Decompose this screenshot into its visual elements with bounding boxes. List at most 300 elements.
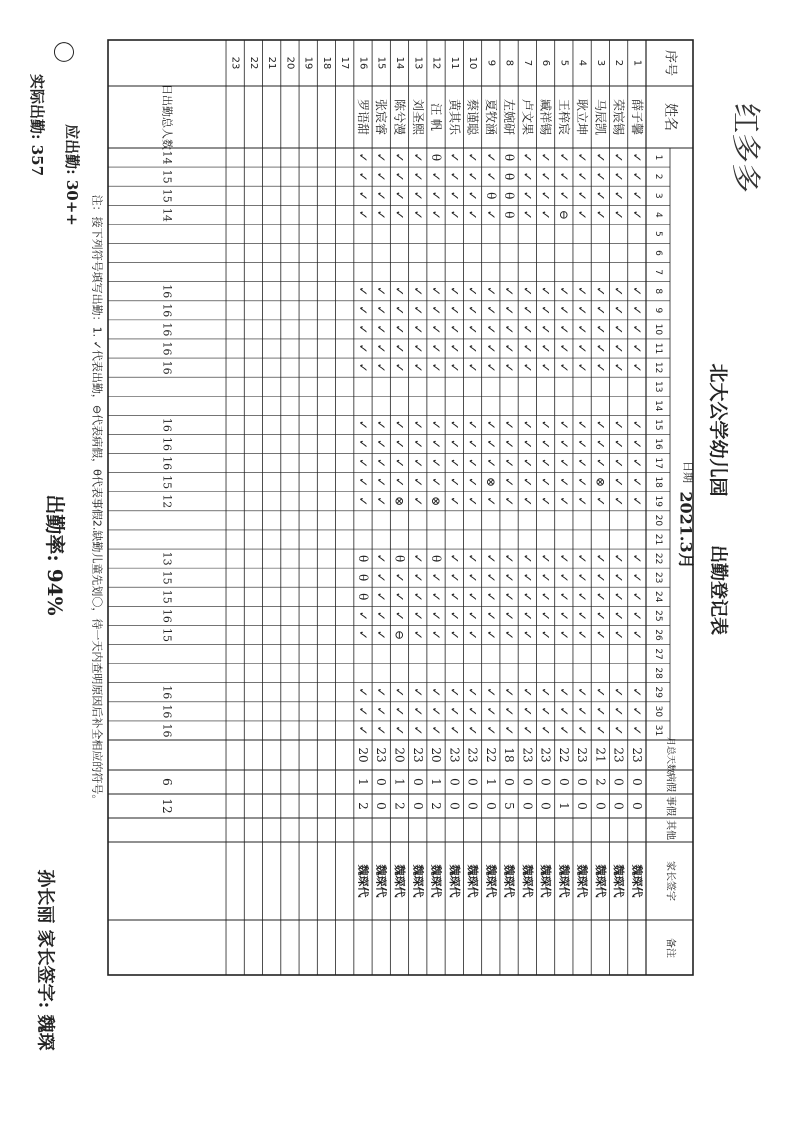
- personal-count: 1: [556, 802, 571, 810]
- attendance-mark-present: ✓: [465, 458, 480, 469]
- attendance-mark-present: ✓: [611, 152, 626, 163]
- month-total-value: 22: [483, 747, 498, 763]
- parent-signature: 魏琛代: [557, 864, 571, 898]
- header-index: 序号: [662, 49, 678, 77]
- sick-count: 1: [429, 778, 444, 786]
- attendance-mark-present: ✓: [410, 286, 425, 297]
- attendance-mark-personal: θ: [355, 593, 370, 601]
- attendance-mark-present: ✓: [374, 286, 389, 297]
- parent-signature: 魏琛代: [630, 864, 644, 898]
- attendance-mark-present: ✓: [538, 190, 553, 201]
- attendance-mark-present: ✓: [593, 171, 608, 182]
- attendance-mark-present: ✓: [611, 190, 626, 201]
- attendance-mark-present: ✓: [502, 706, 517, 717]
- parent-signature: 魏琛代: [392, 864, 406, 898]
- handwritten-actual-attend: 实际出勤: 357: [28, 73, 46, 177]
- header-personal: 事假: [664, 796, 676, 816]
- attendance-mark-present: ✓: [629, 725, 644, 736]
- attendance-mark-present: ✓: [502, 458, 517, 469]
- sick-count: 0: [465, 778, 480, 786]
- attendance-mark-present: ✓: [502, 553, 517, 564]
- attendance-mark-present: ✓: [410, 362, 425, 373]
- attendance-mark-present: ✓: [483, 324, 498, 335]
- daily-total-10: 16: [160, 322, 174, 337]
- attendance-mark-present: ✓: [355, 362, 370, 373]
- total-sick: 6: [160, 778, 175, 786]
- attendance-mark-present: ✓: [429, 419, 444, 430]
- parent-signature: 魏琛代: [593, 864, 607, 898]
- attendance-mark-present: ✓: [593, 438, 608, 450]
- attendance-mark-personal: θ: [429, 153, 444, 162]
- attendance-mark-present: ✓: [447, 610, 462, 621]
- attendance-mark-present: ✓: [593, 591, 608, 602]
- attendance-mark-present: ✓: [429, 477, 444, 488]
- attendance-mark-present: ✓: [556, 171, 571, 182]
- attendance-mark-present: ✓: [538, 171, 553, 182]
- sick-count: 1: [392, 778, 407, 786]
- attendance-mark-present: ✓: [374, 591, 389, 602]
- attendance-mark-present: ✓: [593, 362, 608, 373]
- attendance-mark-present: ✓: [374, 706, 389, 717]
- attendance-mark-present: ✓: [355, 209, 370, 220]
- attendance-mark-present: ✓: [483, 286, 498, 297]
- attendance-mark-present: ✓: [629, 438, 644, 450]
- header-remark: 备注: [664, 938, 676, 958]
- attendance-mark-present: ✓: [556, 496, 571, 507]
- attendance-mark-present: ✓: [538, 553, 553, 564]
- attendance-mark-present: ✓: [593, 629, 608, 640]
- attendance-mark-present: ✓: [520, 152, 535, 163]
- attendance-mark-present: ✓: [611, 438, 626, 450]
- day-header-14: 14: [653, 400, 663, 412]
- header-name: 姓名: [662, 103, 678, 131]
- attendance-mark-present: ✓: [374, 458, 389, 469]
- daily-total-25: 16: [160, 608, 174, 623]
- attendance-mark-present: ✓: [556, 610, 571, 621]
- attendance-mark-present: ✓: [556, 438, 571, 450]
- sick-count: 0: [520, 778, 535, 786]
- attendance-mark-present: ✓: [465, 553, 480, 564]
- day-header-27: 27: [653, 648, 663, 660]
- sick-count: 0: [538, 778, 553, 786]
- row-index-12: 12: [430, 56, 442, 70]
- attendance-mark-present: ✓: [374, 324, 389, 335]
- daily-total-11: 16: [160, 341, 174, 356]
- attendance-mark-present: ✓: [593, 419, 608, 430]
- month-total-value: 20: [392, 747, 407, 763]
- month-total-value: 23: [465, 747, 480, 763]
- attendance-mark-present: ✓: [502, 687, 517, 698]
- row-index-20: 20: [284, 56, 296, 70]
- attendance-mark-present: ✓: [538, 477, 553, 488]
- day-header-2: 2: [653, 173, 663, 180]
- attendance-mark-present: ✓: [538, 629, 553, 640]
- attendance-mark-present: ✓: [575, 553, 590, 564]
- parent-signature: 魏琛代: [466, 864, 480, 898]
- attendance-mark-present: ✓: [520, 438, 535, 450]
- attendance-mark-present: ✓: [538, 706, 553, 717]
- attendance-mark-present: ✓: [520, 687, 535, 698]
- student-name: 刘圣熙: [410, 98, 425, 136]
- attendance-mark-present: ✓: [447, 477, 462, 488]
- personal-count: 0: [465, 802, 480, 810]
- attendance-mark-present: ✓: [575, 362, 590, 373]
- attendance-mark-present: ✓: [629, 687, 644, 698]
- attendance-mark-present: ✓: [611, 591, 626, 602]
- attendance-mark-present: ✓: [429, 171, 444, 182]
- month-total-value: 23: [447, 747, 462, 763]
- attendance-mark-present: ✓: [392, 706, 407, 717]
- attendance-mark-present: ✓: [447, 458, 462, 469]
- attendance-mark-present: ✓: [629, 419, 644, 430]
- month-total-value: 21: [593, 747, 608, 763]
- personal-count: 2: [429, 802, 444, 810]
- day-header-3: 3: [653, 192, 663, 199]
- attendance-mark-present: ✓: [502, 324, 517, 335]
- parent-signature: 魏琛代: [374, 864, 388, 898]
- parent-signature: 魏琛代: [447, 864, 461, 898]
- attendance-mark-personal: θ: [355, 574, 370, 582]
- month-total-value: 18: [502, 747, 517, 763]
- attendance-mark-present: ✓: [447, 343, 462, 354]
- attendance-mark-present: ✓: [593, 152, 608, 163]
- attendance-mark-present: ✓: [593, 687, 608, 698]
- attendance-mark-present: ✓: [502, 572, 517, 583]
- row-index-13: 13: [412, 56, 424, 70]
- attendance-mark-absent: ⊗: [593, 477, 608, 488]
- attendance-mark-present: ✓: [429, 286, 444, 297]
- attendance-mark-present: ✓: [556, 687, 571, 698]
- attendance-mark-present: ✓: [410, 553, 425, 564]
- attendance-mark-present: ✓: [575, 706, 590, 717]
- day-header-19: 19: [653, 495, 663, 508]
- attendance-mark-present: ✓: [502, 610, 517, 621]
- attendance-mark-present: ✓: [374, 496, 389, 507]
- attendance-mark-present: ✓: [611, 610, 626, 621]
- month-total-value: 20: [355, 747, 370, 763]
- attendance-mark-present: ✓: [520, 572, 535, 583]
- attendance-mark-present: ✓: [447, 362, 462, 373]
- date-value: 2021.3月: [676, 491, 696, 569]
- attendance-mark-present: ✓: [611, 706, 626, 717]
- row-index-6: 6: [540, 59, 552, 67]
- attendance-mark-present: ✓: [355, 458, 370, 469]
- attendance-mark-present: ✓: [520, 706, 535, 717]
- attendance-mark-present: ✓: [502, 305, 517, 316]
- attendance-mark-present: ✓: [465, 496, 480, 507]
- header-parent-sign: 家长签字: [664, 861, 676, 901]
- month-total-value: 23: [410, 747, 425, 763]
- attendance-mark-present: ✓: [355, 190, 370, 201]
- attendance-mark-present: ✓: [575, 496, 590, 507]
- personal-count: 0: [629, 802, 644, 810]
- attendance-mark-present: ✓: [520, 477, 535, 488]
- daily-total-2: 15: [160, 169, 174, 184]
- attendance-mark-present: ✓: [355, 324, 370, 335]
- attendance-mark-present: ✓: [410, 305, 425, 316]
- row-index-18: 18: [320, 56, 332, 70]
- attendance-mark-present: ✓: [629, 553, 644, 564]
- attendance-mark-present: ✓: [629, 496, 644, 507]
- attendance-mark-present: ✓: [611, 553, 626, 564]
- attendance-mark-present: ✓: [502, 725, 517, 736]
- attendance-mark-present: ✓: [447, 324, 462, 335]
- daily-total-9: 16: [160, 303, 174, 318]
- attendance-mark-present: ✓: [410, 572, 425, 583]
- attendance-mark-present: ✓: [629, 572, 644, 583]
- student-name: 黄其乐: [447, 98, 462, 136]
- parent-signature: 魏琛代: [356, 864, 370, 898]
- attendance-mark-present: ✓: [410, 591, 425, 602]
- attendance-mark-present: ✓: [611, 496, 626, 507]
- attendance-mark-present: ✓: [465, 190, 480, 201]
- daily-total-12: 16: [160, 360, 174, 375]
- day-header-23: 23: [653, 571, 663, 584]
- attendance-mark-present: ✓: [429, 209, 444, 220]
- daily-total-17: 16: [160, 456, 174, 471]
- attendance-mark-present: ✓: [629, 324, 644, 335]
- attendance-mark-present: ✓: [355, 725, 370, 736]
- sick-count: 0: [410, 778, 425, 786]
- attendance-mark-present: ✓: [502, 343, 517, 354]
- attendance-mark-present: ✓: [465, 591, 480, 602]
- student-name: 薛子馨: [629, 98, 644, 136]
- attendance-mark-present: ✓: [611, 362, 626, 373]
- attendance-mark-present: ✓: [447, 629, 462, 640]
- attendance-mark-present: ✓: [502, 438, 517, 450]
- attendance-mark-present: ✓: [520, 190, 535, 201]
- attendance-mark-present: ✓: [374, 419, 389, 430]
- attendance-mark-present: ✓: [465, 171, 480, 182]
- daily-total-15: 16: [160, 417, 174, 432]
- day-header-10: 10: [653, 323, 663, 336]
- attendance-mark-present: ✓: [593, 190, 608, 201]
- parent-signature: 魏琛代: [520, 864, 534, 898]
- attendance-mark-present: ✓: [502, 419, 517, 430]
- attendance-mark-present: ✓: [410, 706, 425, 717]
- attendance-mark-present: ✓: [502, 591, 517, 602]
- attendance-mark-absent: ⊗: [392, 496, 407, 507]
- daily-total-29: 16: [160, 685, 174, 700]
- parent-signature: 魏琛代: [411, 864, 425, 898]
- student-name: 张宸睿: [374, 98, 389, 136]
- attendance-mark-present: ✓: [575, 629, 590, 640]
- attendance-mark-present: ✓: [392, 171, 407, 182]
- attendance-mark-present: ✓: [447, 572, 462, 583]
- attendance-mark-present: ✓: [429, 438, 444, 450]
- attendance-mark-present: ✓: [611, 324, 626, 335]
- attendance-mark-present: ✓: [392, 687, 407, 698]
- attendance-mark-present: ✓: [447, 496, 462, 507]
- daily-total-23: 15: [160, 570, 174, 585]
- sheet-subtitle: 出勤登记表: [707, 545, 729, 635]
- attendance-mark-present: ✓: [575, 591, 590, 602]
- day-header-13: 13: [653, 380, 663, 393]
- attendance-mark-present: ✓: [556, 591, 571, 602]
- attendance-mark-present: ✓: [447, 553, 462, 564]
- attendance-mark-present: ✓: [556, 725, 571, 736]
- attendance-mark-present: ✓: [465, 286, 480, 297]
- attendance-mark-present: ✓: [611, 171, 626, 182]
- attendance-mark-personal: θ: [502, 192, 517, 200]
- attendance-mark-present: ✓: [392, 477, 407, 488]
- attendance-mark-present: ✓: [520, 286, 535, 297]
- day-header-15: 15: [653, 419, 663, 431]
- attendance-mark-present: ✓: [465, 706, 480, 717]
- attendance-mark-present: ✓: [629, 706, 644, 717]
- attendance-mark-present: ✓: [483, 438, 498, 450]
- student-name: 陈兮漫: [392, 98, 407, 136]
- attendance-mark-present: ✓: [520, 305, 535, 316]
- attendance-mark-present: ✓: [465, 610, 480, 621]
- attendance-mark-present: ✓: [611, 305, 626, 316]
- attendance-mark-personal: θ: [502, 211, 517, 219]
- attendance-mark-present: ✓: [410, 419, 425, 430]
- attendance-mark-present: ✓: [410, 687, 425, 698]
- personal-count: 0: [447, 802, 462, 810]
- attendance-mark-present: ✓: [392, 305, 407, 316]
- attendance-mark-present: ✓: [575, 209, 590, 220]
- daily-total-24: 15: [160, 589, 174, 604]
- row-index-16: 16: [357, 56, 369, 70]
- attendance-mark-present: ✓: [447, 725, 462, 736]
- attendance-mark-present: ✓: [629, 190, 644, 201]
- attendance-mark-present: ✓: [611, 725, 626, 736]
- personal-count: 0: [575, 802, 590, 810]
- attendance-mark-present: ✓: [355, 629, 370, 640]
- attendance-mark-present: ✓: [556, 305, 571, 316]
- attendance-mark-present: ✓: [465, 477, 480, 488]
- attendance-mark-present: ✓: [593, 610, 608, 621]
- day-header-8: 8: [653, 288, 663, 295]
- sick-count: 2: [593, 778, 608, 786]
- attendance-mark-absent: ⊗: [429, 496, 444, 507]
- daily-total-16: 16: [160, 437, 174, 451]
- date-label: 日期: [681, 461, 695, 483]
- day-header-20: 20: [653, 514, 663, 527]
- attendance-mark-present: ✓: [483, 209, 498, 220]
- month-total-value: 23: [374, 747, 389, 763]
- daily-total-31: 16: [160, 723, 174, 738]
- student-name: 左婉研: [502, 98, 517, 136]
- attendance-mark-present: ✓: [392, 343, 407, 354]
- attendance-mark-present: ✓: [575, 171, 590, 182]
- attendance-mark-present: ✓: [392, 572, 407, 583]
- attendance-mark-personal: θ: [392, 554, 407, 563]
- attendance-mark-present: ✓: [575, 610, 590, 621]
- sick-count: 0: [374, 778, 389, 786]
- daily-total-30: 16: [160, 704, 174, 719]
- day-header-17: 17: [653, 457, 663, 469]
- attendance-mark-present: ✓: [447, 687, 462, 698]
- attendance-mark-present: ✓: [465, 572, 480, 583]
- attendance-mark-present: ✓: [483, 343, 498, 354]
- parent-signature: 魏琛代: [484, 864, 498, 898]
- attendance-mark-present: ✓: [374, 190, 389, 201]
- attendance-mark-sick: ⊖: [392, 629, 407, 640]
- attendance-mark-present: ✓: [483, 687, 498, 698]
- attendance-mark-present: ✓: [355, 610, 370, 621]
- row-index-5: 5: [558, 59, 570, 67]
- attendance-mark-present: ✓: [556, 152, 571, 163]
- row-index-10: 10: [467, 56, 479, 70]
- handwritten-signatures: 孙长丽 家长签字: 魏琛: [34, 869, 56, 1051]
- attendance-mark-present: ✓: [410, 190, 425, 201]
- sick-count: 0: [502, 778, 517, 786]
- attendance-mark-present: ✓: [429, 572, 444, 583]
- attendance-mark-present: ✓: [593, 209, 608, 220]
- day-header-24: 24: [653, 591, 663, 603]
- attendance-mark-present: ✓: [611, 572, 626, 583]
- attendance-mark-present: ✓: [465, 324, 480, 335]
- attendance-mark-present: ✓: [465, 687, 480, 698]
- attendance-mark-personal: θ: [355, 554, 370, 563]
- attendance-mark-present: ✓: [447, 305, 462, 316]
- attendance-mark-present: ✓: [392, 324, 407, 335]
- attendance-mark-present: ✓: [593, 305, 608, 316]
- parent-signature: 魏琛代: [539, 864, 553, 898]
- attendance-mark-present: ✓: [538, 591, 553, 602]
- attendance-mark-present: ✓: [392, 591, 407, 602]
- sick-count: 0: [611, 778, 626, 786]
- month-total-value: 22: [556, 747, 571, 763]
- attendance-mark-personal: θ: [483, 192, 498, 200]
- attendance-mark-present: ✓: [538, 305, 553, 316]
- day-header-6: 6: [653, 250, 663, 256]
- day-header-22: 22: [653, 552, 663, 565]
- attendance-mark-present: ✓: [465, 343, 480, 354]
- class-name: 红多多: [727, 103, 763, 193]
- handwritten-circle-mark: 〇: [49, 40, 75, 64]
- personal-count: 0: [520, 802, 535, 810]
- attendance-mark-present: ✓: [465, 152, 480, 163]
- attendance-mark-present: ✓: [465, 438, 480, 450]
- personal-count: 0: [593, 802, 608, 810]
- attendance-mark-present: ✓: [575, 419, 590, 430]
- attendance-mark-present: ✓: [575, 286, 590, 297]
- attendance-mark-present: ✓: [629, 458, 644, 469]
- attendance-mark-present: ✓: [483, 305, 498, 316]
- attendance-mark-present: ✓: [465, 419, 480, 430]
- attendance-mark-present: ✓: [575, 572, 590, 583]
- attendance-mark-present: ✓: [538, 152, 553, 163]
- attendance-mark-present: ✓: [538, 725, 553, 736]
- month-total-value: 23: [520, 747, 535, 763]
- attendance-mark-present: ✓: [483, 706, 498, 717]
- attendance-mark-present: ✓: [502, 496, 517, 507]
- attendance-mark-present: ✓: [465, 629, 480, 640]
- attendance-mark-present: ✓: [483, 629, 498, 640]
- attendance-mark-present: ✓: [410, 629, 425, 640]
- attendance-mark-personal: θ: [502, 173, 517, 181]
- day-header-4: 4: [653, 211, 663, 218]
- attendance-mark-present: ✓: [556, 343, 571, 354]
- attendance-mark-present: ✓: [520, 629, 535, 640]
- day-header-18: 18: [653, 476, 663, 488]
- attendance-mark-present: ✓: [611, 343, 626, 354]
- attendance-mark-present: ✓: [575, 305, 590, 316]
- row-index-1: 1: [631, 59, 643, 67]
- attendance-mark-present: ✓: [374, 477, 389, 488]
- header-other: 其他: [664, 820, 676, 840]
- handwritten-should-attend: 应出勤: 30++: [63, 124, 81, 226]
- sick-count: 1: [483, 778, 498, 786]
- day-header-1: 1: [653, 154, 663, 161]
- attendance-mark-present: ✓: [538, 419, 553, 430]
- attendance-mark-present: ✓: [483, 496, 498, 507]
- row-index-4: 4: [576, 59, 588, 67]
- attendance-mark-present: ✓: [611, 477, 626, 488]
